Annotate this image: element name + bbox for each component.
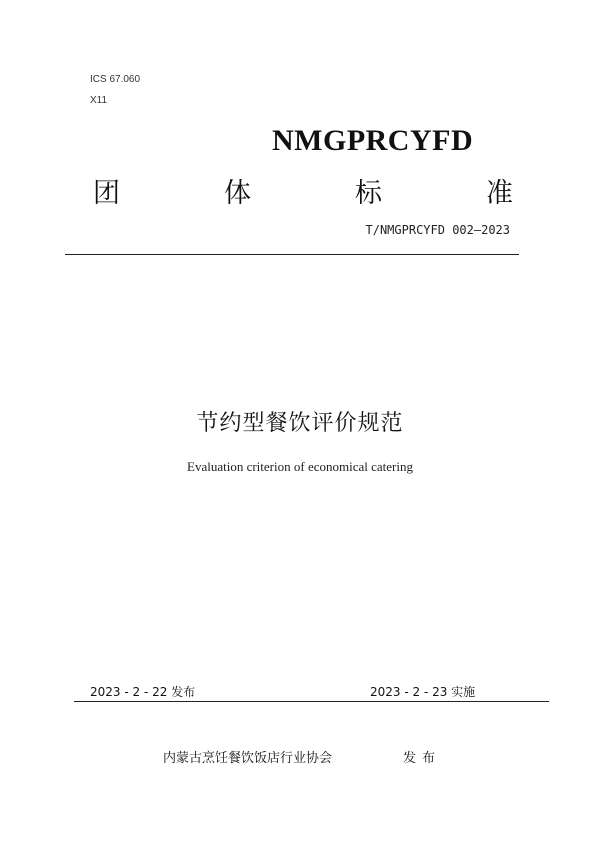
standard-type-heading: [93, 171, 513, 210]
publisher-name: 内蒙古烹饪餐饮饭店行业协会: [163, 751, 333, 766]
standard-type-char: 团: [93, 178, 120, 209]
standard-type-char: 标: [355, 178, 382, 209]
ccs-code: X11: [90, 95, 108, 106]
standard-type-char: 体: [224, 178, 251, 209]
header-divider: [65, 254, 519, 255]
publish-label: 发布: [403, 751, 442, 766]
document-title-english: Evaluation criterion of economical catering: [187, 459, 413, 474]
implementation-date: 2023 - 2 - 23 实施: [370, 685, 476, 699]
organization-code: NMGPRCYFD: [272, 124, 474, 157]
ics-code: ICS 67.060: [90, 74, 141, 85]
publish-date: 2023 - 2 - 22 发布: [90, 685, 196, 699]
standard-number: T/NMGPRCYFD 002—2023: [365, 223, 510, 237]
standard-type-char: 准: [486, 178, 513, 209]
document-title-chinese: 节约型餐饮评价规范: [196, 411, 404, 436]
footer-divider: [74, 701, 549, 702]
